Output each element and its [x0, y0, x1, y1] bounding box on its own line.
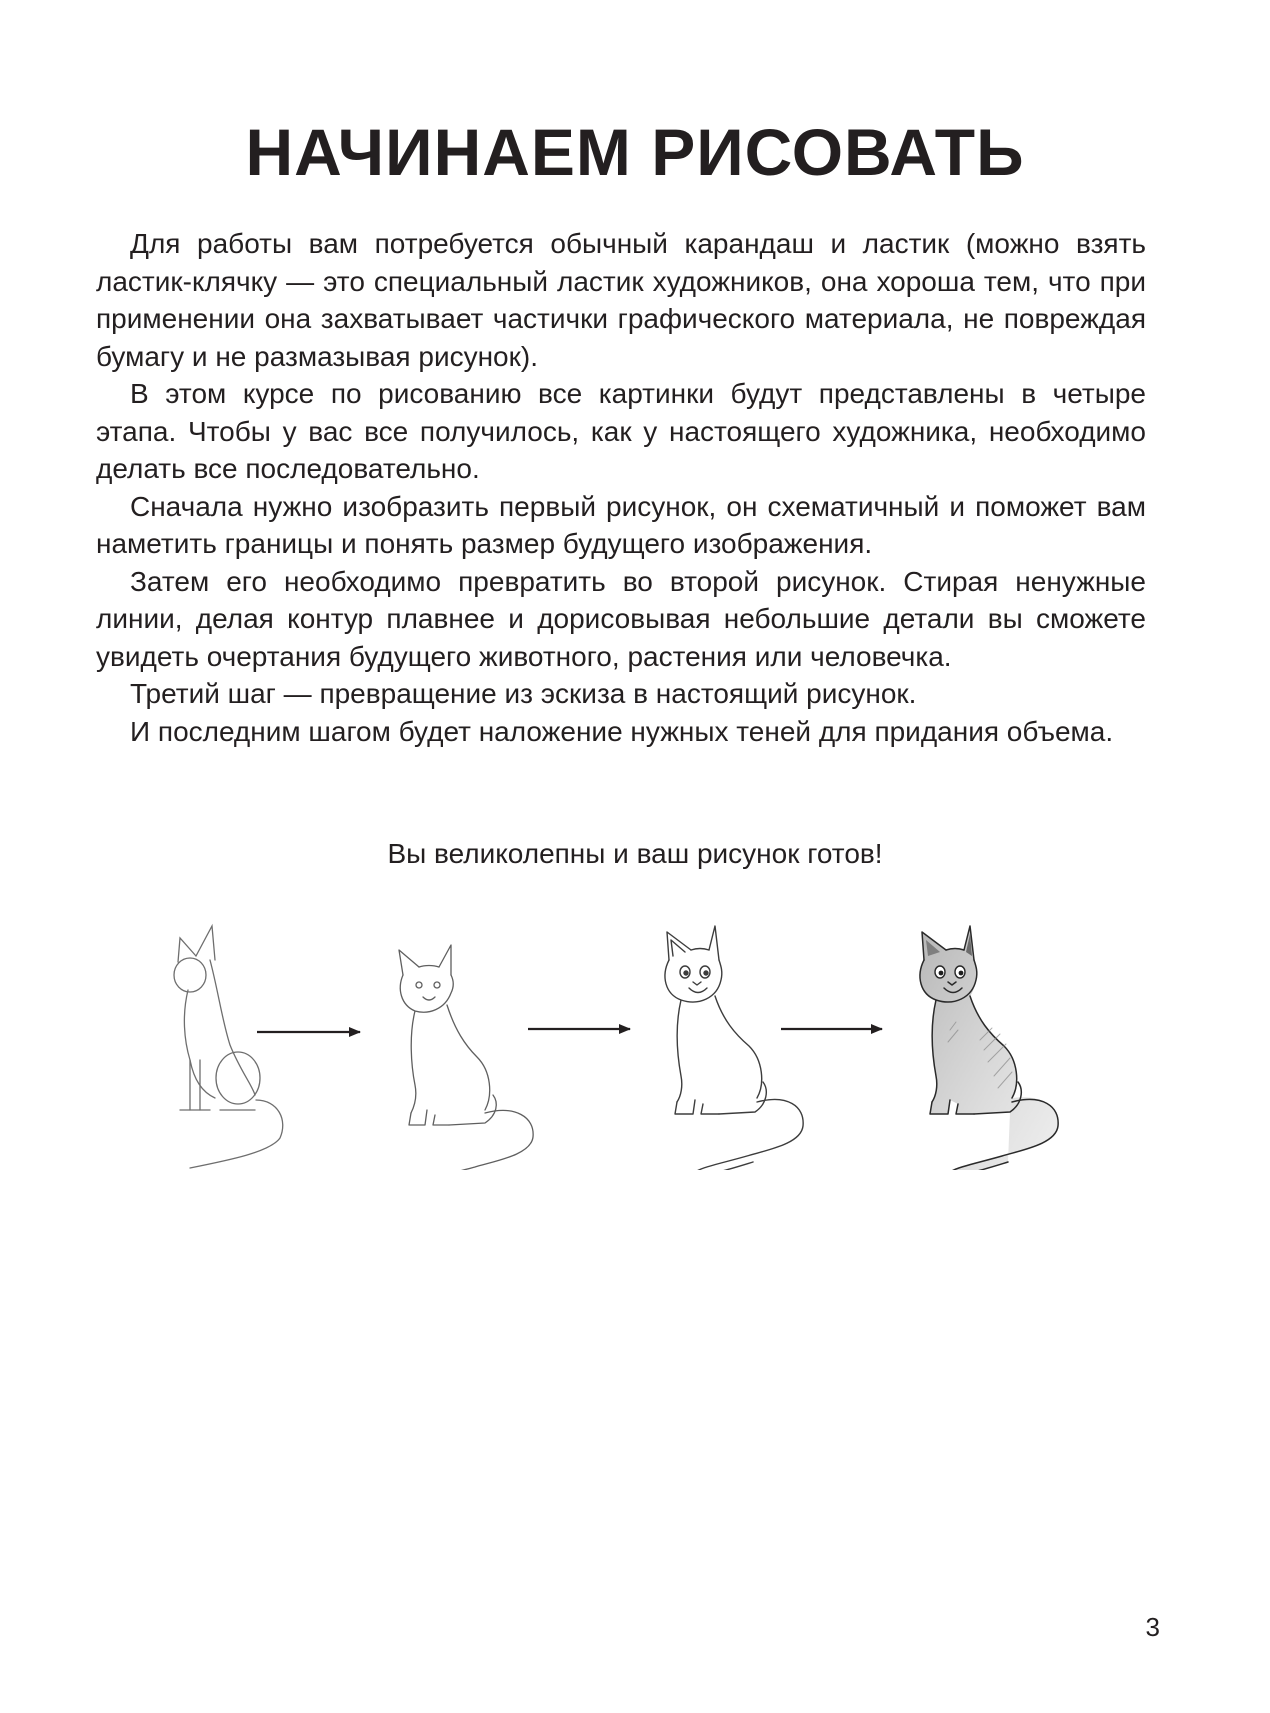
closing-line: Вы великолепны и ваш рисунок готов! — [387, 838, 883, 869]
body-text — [96, 225, 1146, 750]
page-title: НАЧИНАЕМ РИСОВАТЬ — [245, 115, 1025, 189]
paragraph: Для работы вам потребуется обычный карандаш и ластик (можно взять ластик-клячку — это специальный ластик художников, она хороша тем, что при применении она захватывает частички графического материала, не повреждая бумагу и не размазывая рисунок). — [96, 228, 1146, 372]
cat-outline-icon — [399, 945, 533, 1170]
paragraph: Затем его необходимо превратить во второй рисунок. Стирая ненужные линии, делая контур плавнее и дорисовывая небольшие детали вы сможете увидеть очертания будущего животного, растения или человечка. — [96, 565, 1146, 672]
paragraph: В этом курсе по рисованию все картинки будут представлены в четыре этапа. Чтобы у вас все получилось, как у настоящего художника, необходимо делать все последовательно. — [96, 378, 1146, 484]
cat-drawing-icon — [665, 926, 803, 1170]
drawing-steps-illustration — [160, 900, 1140, 1170]
cat-sketch-icon — [174, 926, 283, 1168]
page-number: 3 — [1145, 1612, 1160, 1642]
paragraph: Третий шаг — превращение из эскиза в настоящий рисунок. — [130, 678, 917, 709]
drawing-steps-svg — [160, 900, 1140, 1170]
cat-shaded-icon — [920, 926, 1058, 1170]
paragraph: Сначала нужно изобразить первый рисунок, он схематичный и поможет вам наметить границы и понять размер будущего изображения. — [96, 490, 1146, 559]
paragraph: И последним шагом будет наложение нужных теней для придания объема. — [130, 715, 1114, 747]
